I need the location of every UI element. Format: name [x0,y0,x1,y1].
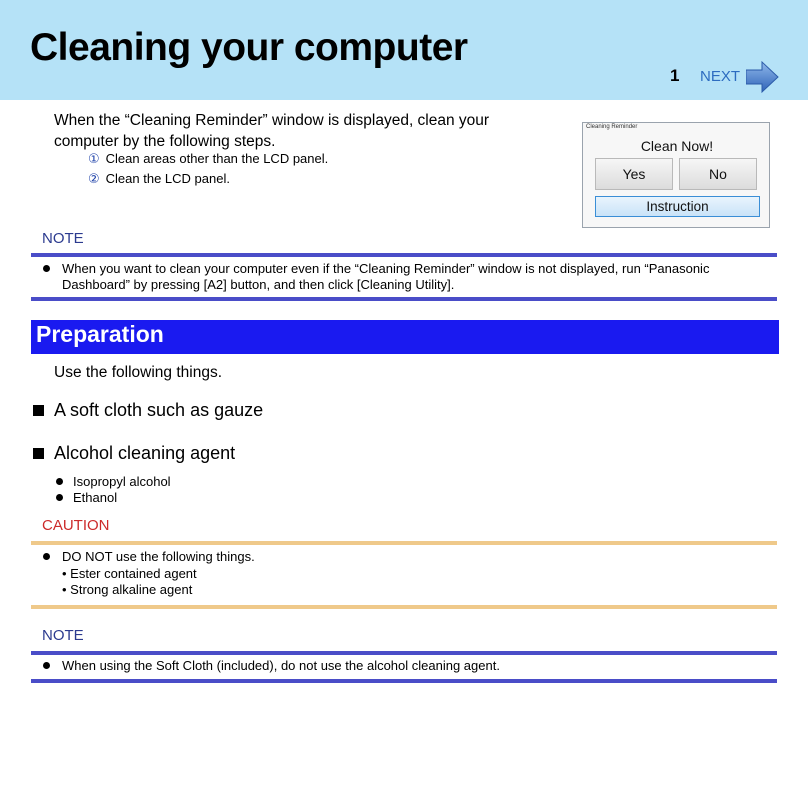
yes-button[interactable]: Yes [595,158,673,190]
caution-sub-item: • Strong alkaline agent [62,582,193,597]
next-link[interactable]: NEXT [700,68,741,85]
note-label: NOTE [42,627,84,644]
square-bullet-icon [33,405,44,416]
bullet-icon [43,662,50,669]
preparation-intro: Use the following things. [54,364,223,381]
caution-label: CAUTION [42,517,110,534]
step-text: Clean the LCD panel. [105,171,230,186]
note-item: When you want to clean your computer even if the “Cleaning Reminder” window is not displayed, run “Panasonic Dashboard” by pressing [A2] button, and then click [Cleaning Utility]. [62,261,710,292]
page-title: Cleaning your computer [30,26,468,69]
step-text: Clean areas other than the LCD panel. [105,151,329,166]
section-title: Preparation [36,321,164,347]
preparation-item: Alcohol cleaning agent [54,443,236,463]
bullet-icon [43,553,50,560]
note-top-rule [31,651,777,655]
caution-sub-text: Ester contained agent [70,566,197,581]
step-marker: ① [88,151,100,166]
sub-item: Isopropyl alcohol [73,474,171,489]
step-item [88,171,230,187]
right-arrow-icon[interactable] [746,60,780,94]
page-number: 1 [670,66,680,85]
square-bullet-icon [33,448,44,459]
intro-text: When the “Cleaning Reminder” window is displayed, clean your computer by the following steps. [54,112,490,150]
note-top-rule [31,253,777,257]
bullet-icon [56,494,63,501]
caution-bottom-rule [31,605,777,609]
caution-top-rule [31,541,777,545]
dialog-heading: Clean Now! [640,138,714,154]
bullet-icon [43,265,50,272]
caution-sub-text: Strong alkaline agent [70,582,193,597]
bullet-icon [56,478,63,485]
note-item: When using the Soft Cloth (included), do not use the alcohol cleaning agent. [62,658,500,673]
dialog-window-title: Cleaning Reminder [586,124,638,130]
cleaning-reminder-dialog [582,122,770,228]
note-label: NOTE [42,230,84,247]
caution-item: DO NOT use the following things. [62,549,255,564]
instruction-button[interactable]: Instruction [595,196,760,217]
no-button[interactable]: No [679,158,757,190]
step-item [88,151,328,167]
note-bottom-rule [31,679,777,683]
step-marker: ② [88,171,100,186]
caution-sub-item: • Ester contained agent [62,566,197,581]
note-bottom-rule [31,297,777,301]
sub-item: Ethanol [73,490,118,505]
preparation-item: A soft cloth such as gauze [54,400,264,420]
